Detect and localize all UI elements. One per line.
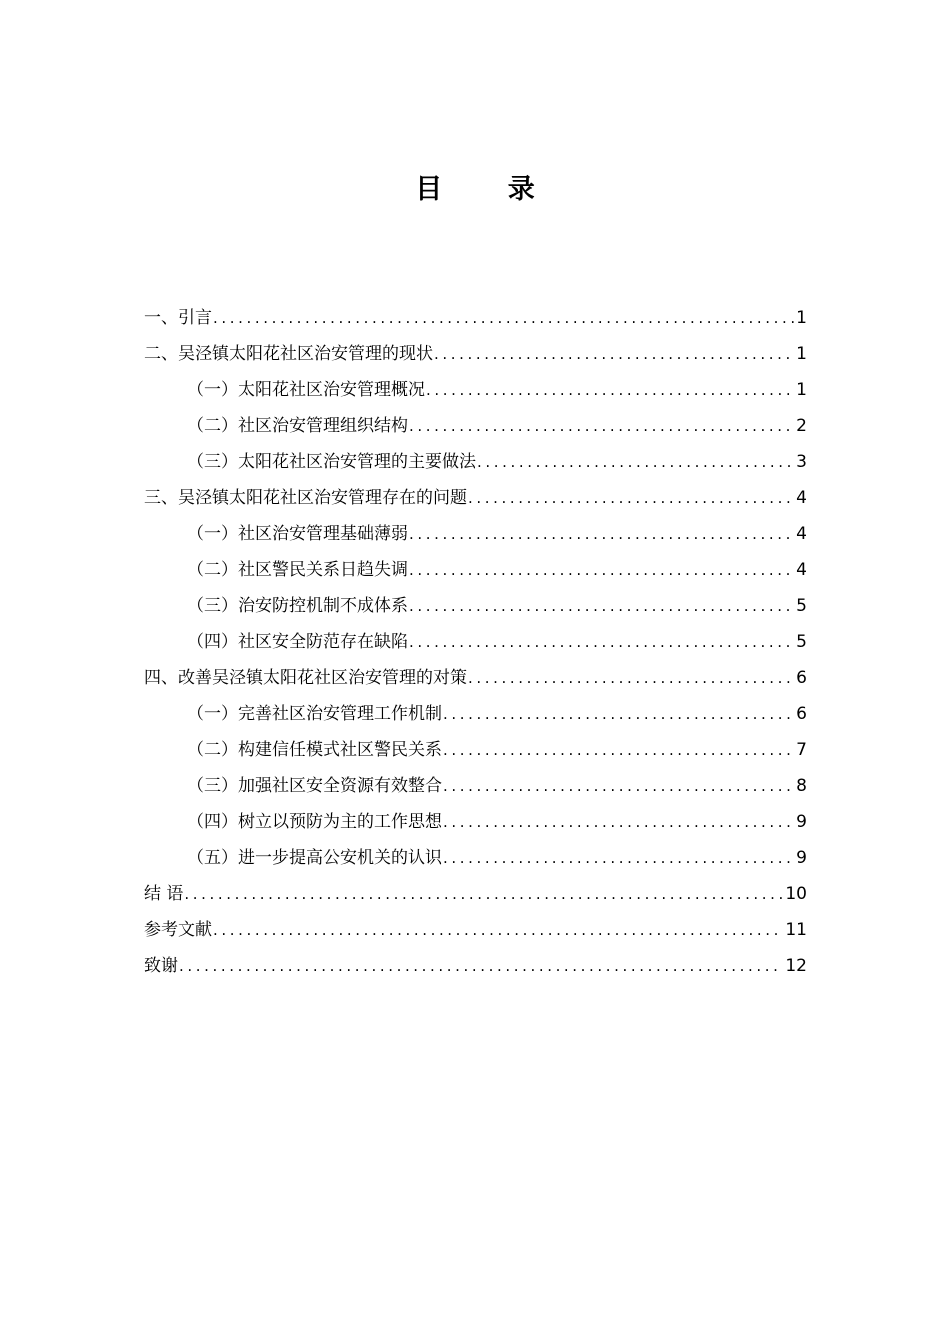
toc-entry-label: 参考文献 (144, 920, 212, 940)
table-of-contents (144, 300, 807, 984)
toc-entry-label: 二、吴泾镇太阳花社区治安管理的现状 (144, 344, 433, 364)
toc-dot-leader (468, 480, 794, 516)
toc-dot-leader (434, 336, 794, 372)
toc-entry (144, 372, 807, 408)
toc-entry (144, 408, 807, 444)
toc-page-number: 9 (796, 848, 807, 868)
toc-entry-label: （四）树立以预防为主的工作思想 (187, 812, 442, 832)
toc-entry-label: （一）社区治安管理基础薄弱 (187, 524, 408, 544)
toc-entry (144, 480, 807, 516)
toc-entry (144, 588, 807, 624)
toc-entry (144, 840, 807, 876)
toc-entry (144, 876, 807, 912)
toc-entry-label: （五）进一步提高公安机关的认识 (187, 848, 442, 868)
toc-dot-leader (477, 444, 794, 480)
toc-entry-label: （四）社区安全防范存在缺陷 (187, 632, 408, 652)
toc-entry (144, 624, 807, 660)
toc-page-number: 4 (796, 524, 807, 544)
toc-entry-label: （一）完善社区治安管理工作机制 (187, 704, 442, 724)
toc-entry-label: （二）构建信任模式社区警民关系 (187, 740, 442, 760)
toc-page-number: 1 (796, 308, 807, 328)
toc-dot-leader (443, 840, 794, 876)
toc-entry (144, 912, 807, 948)
toc-entry-label: （一）太阳花社区治安管理概况 (187, 380, 425, 400)
toc-page-number: 11 (785, 920, 807, 940)
toc-page-number: 12 (785, 956, 807, 976)
toc-page-number: 7 (796, 740, 807, 760)
toc-page-number: 10 (785, 884, 807, 904)
toc-entry (144, 696, 807, 732)
toc-page-number: 8 (796, 776, 807, 796)
toc-entry-label: 三、吴泾镇太阳花社区治安管理存在的问题 (144, 488, 467, 508)
toc-dot-leader (213, 300, 794, 336)
toc-page-number: 2 (796, 416, 807, 436)
toc-entry-label: （二）社区治安管理组织结构 (187, 416, 408, 436)
toc-dot-leader (409, 588, 794, 624)
toc-dot-leader (443, 768, 794, 804)
toc-entry-label: （三）治安防控机制不成体系 (187, 596, 408, 616)
toc-page-number: 1 (796, 344, 807, 364)
toc-dot-leader (179, 948, 783, 984)
toc-entry-label: 结 语 (144, 884, 184, 904)
toc-dot-leader (426, 372, 794, 408)
toc-page-number: 4 (796, 488, 807, 508)
toc-entry (144, 516, 807, 552)
toc-dot-leader (468, 660, 794, 696)
toc-dot-leader (409, 516, 794, 552)
toc-entry-label: 致谢 (144, 956, 178, 976)
toc-page-number: 4 (796, 560, 807, 580)
toc-dot-leader (443, 732, 794, 768)
toc-entry-label: （三）太阳花社区治安管理的主要做法 (187, 452, 476, 472)
toc-page-number: 5 (796, 632, 807, 652)
toc-page-number: 6 (796, 704, 807, 724)
toc-entry-label: 一、引言 (144, 308, 212, 328)
toc-entry-label: （二）社区警民关系日趋失调 (187, 560, 408, 580)
toc-entry (144, 804, 807, 840)
toc-dot-leader (409, 408, 794, 444)
toc-page-number: 5 (796, 596, 807, 616)
toc-dot-leader (409, 624, 794, 660)
toc-entry (144, 948, 807, 984)
toc-entry-label: 四、改善吴泾镇太阳花社区治安管理的对策 (144, 668, 467, 688)
toc-page-number: 3 (796, 452, 807, 472)
toc-page-number: 1 (796, 380, 807, 400)
toc-entry (144, 660, 807, 696)
toc-title: 目 录 (415, 174, 563, 205)
toc-entry (144, 768, 807, 804)
toc-page-number: 6 (796, 668, 807, 688)
toc-entry-label: （三）加强社区安全资源有效整合 (187, 776, 442, 796)
toc-dot-leader (184, 876, 783, 912)
toc-entry (144, 552, 807, 588)
toc-page-number: 9 (796, 812, 807, 832)
toc-dot-leader (443, 696, 794, 732)
toc-entry (144, 300, 807, 336)
toc-dot-leader (213, 912, 783, 948)
toc-dot-leader (409, 552, 794, 588)
toc-entry (144, 444, 807, 480)
toc-entry (144, 336, 807, 372)
toc-dot-leader (443, 804, 794, 840)
toc-entry (144, 732, 807, 768)
